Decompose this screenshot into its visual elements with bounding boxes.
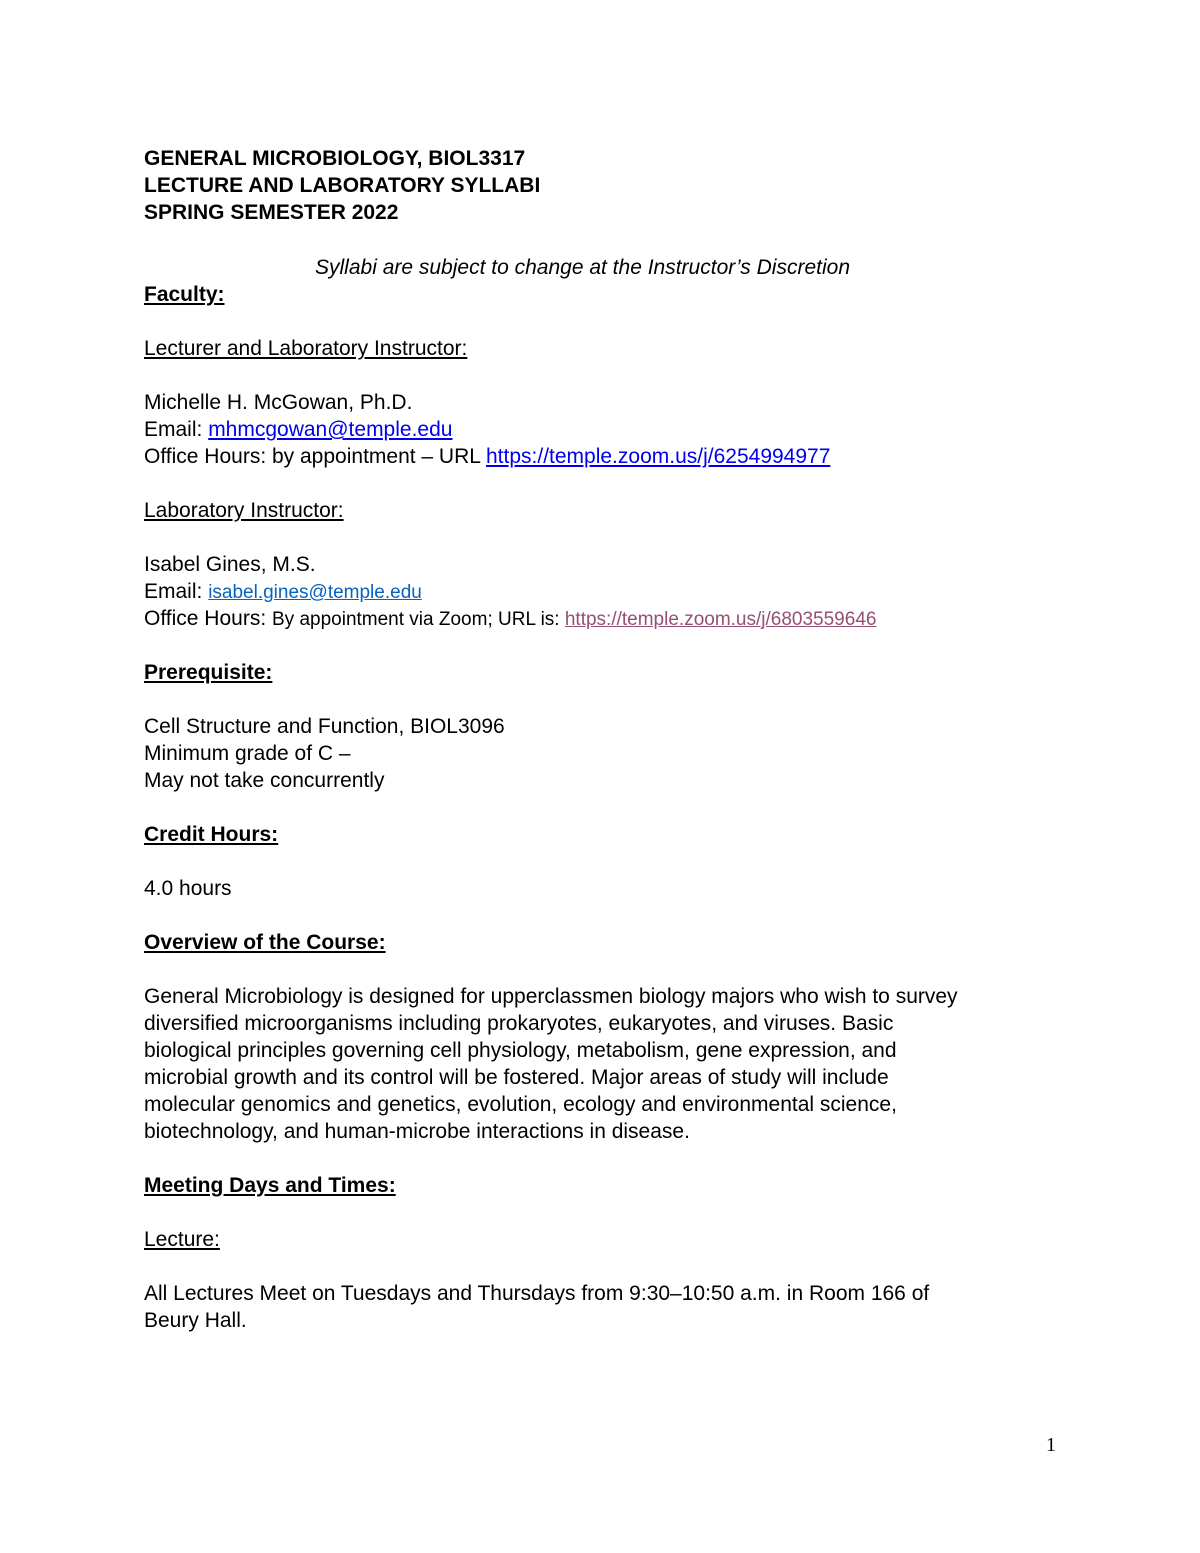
faculty-heading: Faculty: [144,283,225,306]
lecturer-zoom-link[interactable]: https://temple.zoom.us/j/6254994977 [486,445,831,468]
overview-line: diversified microorganisms including prokaryotes, eukaryotes, and viruses. Basic [144,1012,894,1035]
overview-heading: Overview of the Course: [144,931,386,954]
meeting-line: Beury Hall. [144,1309,247,1332]
overview-line: molecular genomics and genetics, evolution, ecology and environmental science, [144,1093,897,1116]
meeting-heading: Meeting Days and Times: [144,1174,396,1197]
lecture-heading: Lecture: [144,1228,220,1251]
email-label: Email: [144,418,209,441]
disclaimer: Syllabi are subject to change at the Instructor’s Discretion [315,256,850,279]
prerequisite-heading: Prerequisite: [144,661,273,684]
prerequisite-line: Minimum grade of C – [144,742,351,765]
prerequisite-line: Cell Structure and Function, BIOL3096 [144,715,505,738]
lab-office-hours [144,605,876,633]
meeting-line: All Lectures Meet on Tuesdays and Thursdays from 9:30–10:50 a.m. in Room 166 of [144,1282,930,1305]
credit-hours-heading: Credit Hours: [144,823,279,846]
lab-instructor-heading: Laboratory Instructor: [144,499,344,522]
syllabus-title: LECTURE AND LABORATORY SYLLABI [144,174,541,197]
lab-zoom-link[interactable]: https://temple.zoom.us/j/6803559646 [564,609,877,630]
overview-line: microbial growth and its control will be fostered. Major areas of study will include [144,1066,889,1089]
lab-email-link[interactable]: isabel.gines@temple.edu [208,582,422,603]
prerequisite-line: May not take concurrently [144,769,385,792]
course-title: GENERAL MICROBIOLOGY, BIOL3317 [144,147,526,170]
lecturer-email-link[interactable]: mhmcgowan@temple.edu [208,418,453,441]
lab-email-line [144,578,422,606]
overview-line: General Microbiology is designed for upperclassmen biology majors who wish to survey [144,985,958,1008]
office-hours-text: By appointment via Zoom; URL is: [272,609,565,630]
semester-title: SPRING SEMESTER 2022 [144,201,399,224]
page-number: 1 [1046,1434,1056,1456]
lecturer-name: Michelle H. McGowan, Ph.D. [144,391,413,414]
lecturer-heading: Lecturer and Laboratory Instructor: [144,337,468,360]
office-hours-label: Office Hours: by appointment – URL [144,445,486,468]
office-hours-label: Office Hours: [144,607,272,630]
overview-line: biological principles governing cell physiology, metabolism, gene expression, and [144,1039,897,1062]
overview-line: biotechnology, and human-microbe interactions in disease. [144,1120,690,1143]
email-label: Email: [144,580,209,603]
lecturer-office-hours [144,443,830,470]
credit-hours-value: 4.0 hours [144,877,232,900]
lab-instructor-name: Isabel Gines, M.S. [144,553,316,576]
lecturer-email-line [144,416,452,443]
